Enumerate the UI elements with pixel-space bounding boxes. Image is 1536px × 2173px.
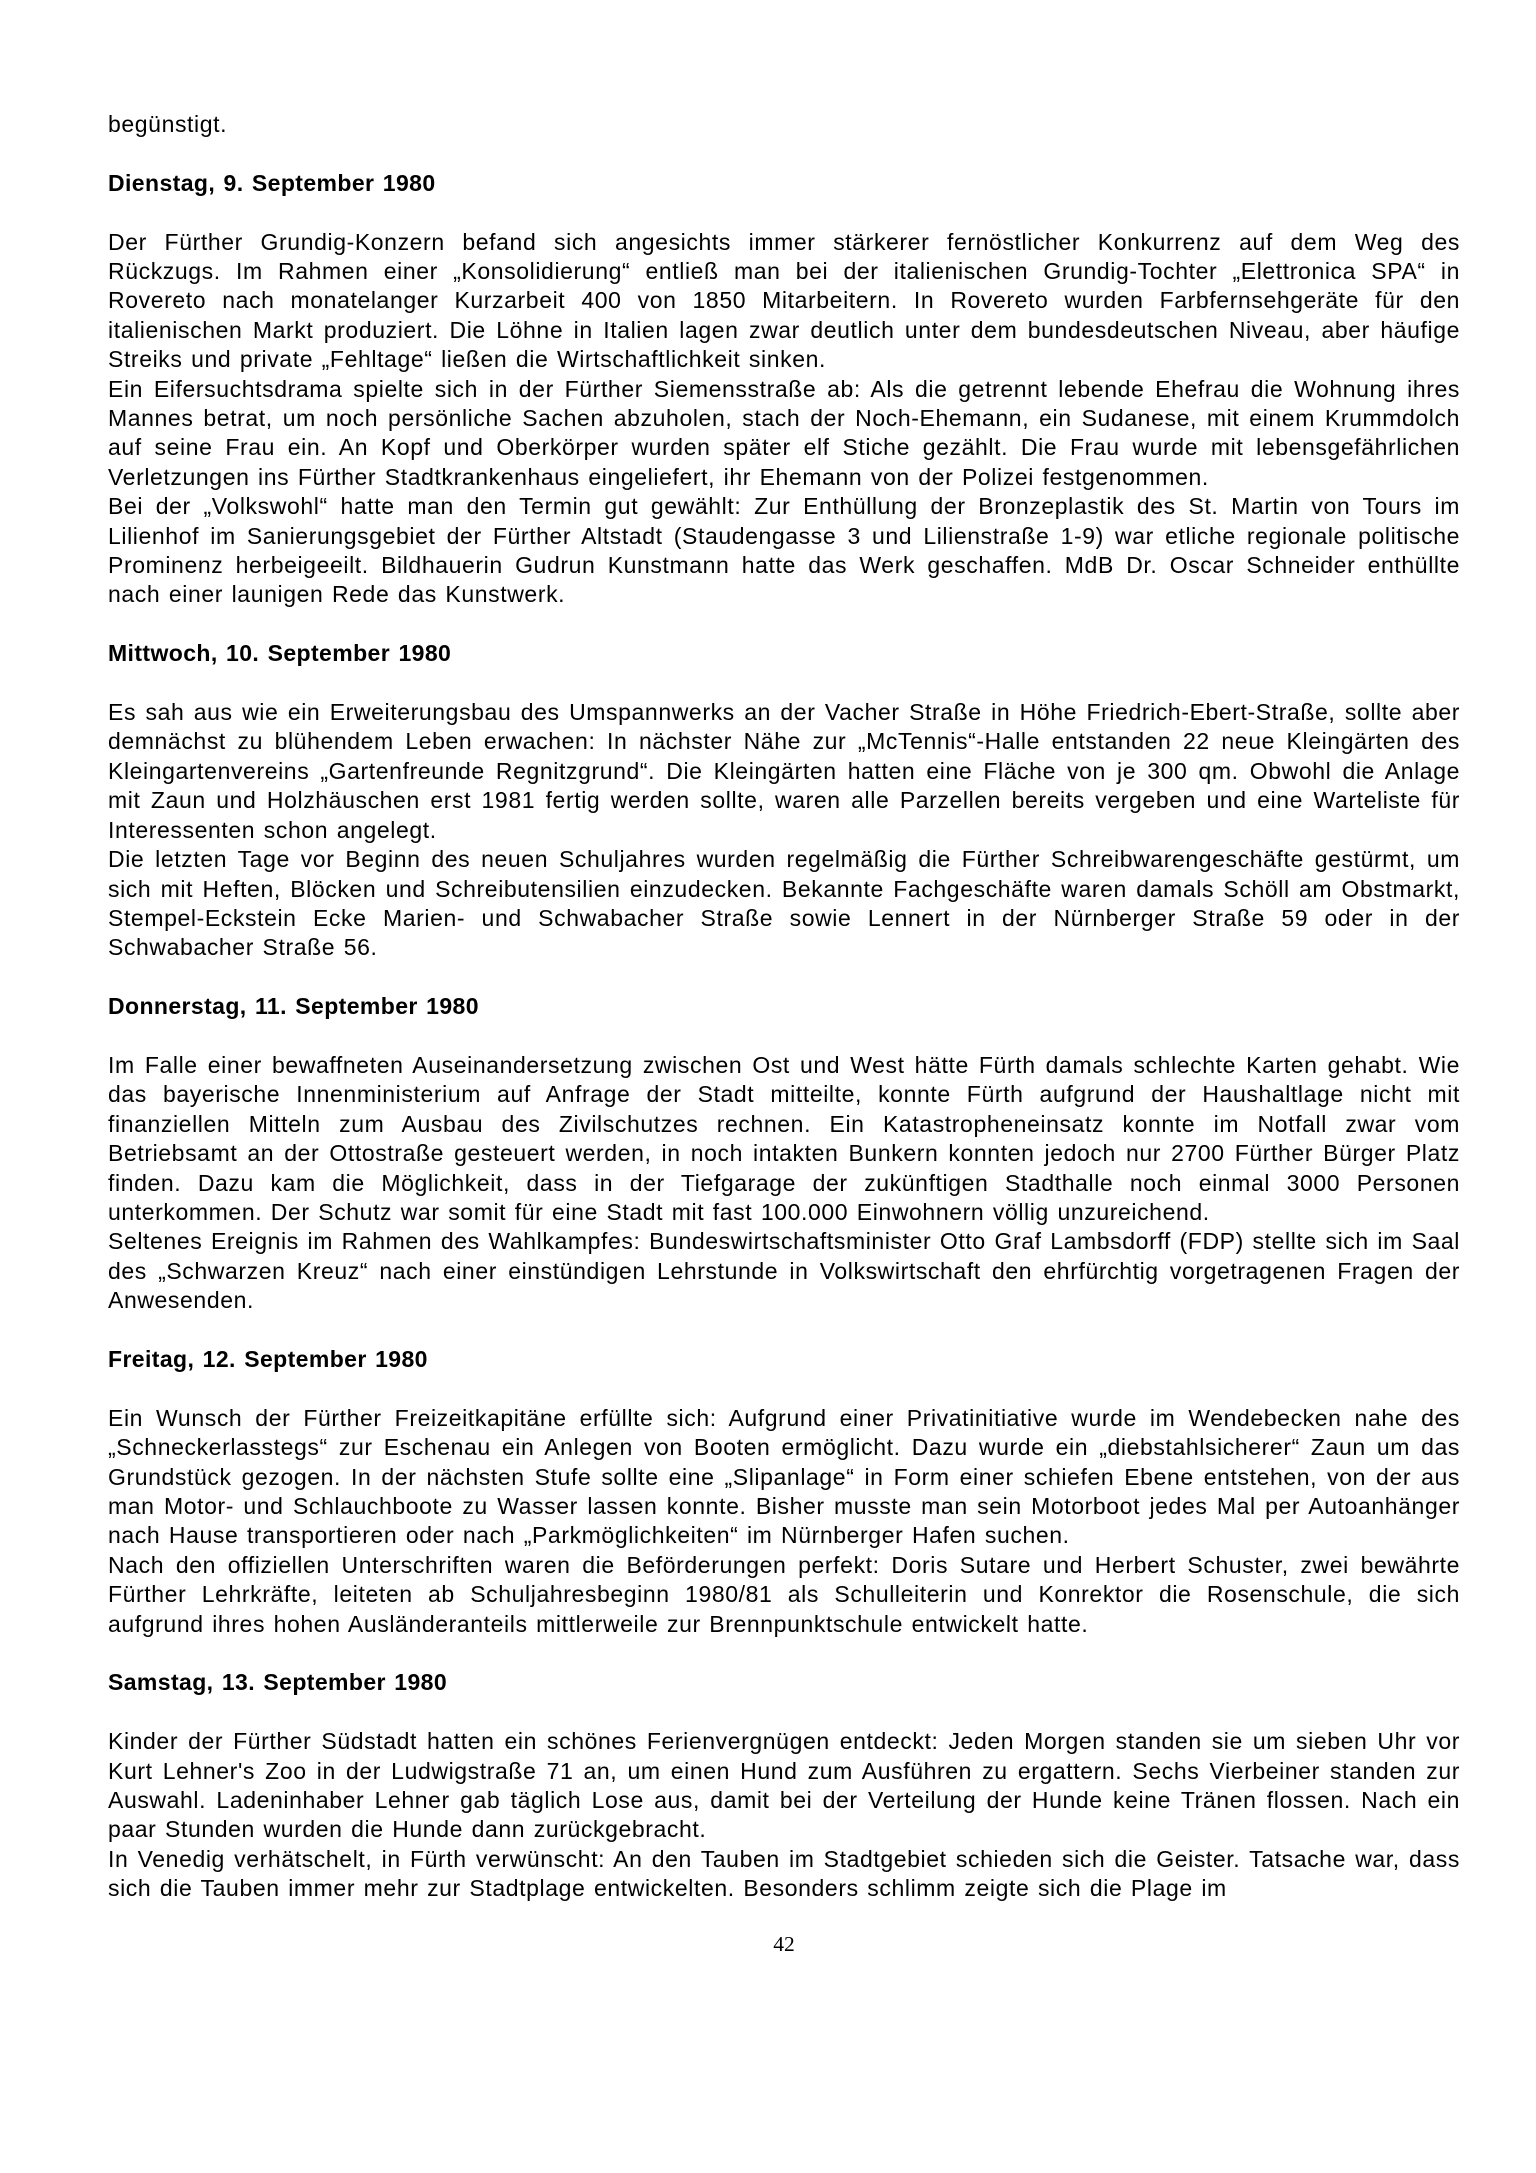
diary-section: [108, 992, 1460, 1315]
body-paragraph: Bei der „Volkswohl“ hatte man den Termin gut gewählt: Zur Enthüllung der Bronzeplastik des St. Martin von Tours im Lilienhof im Sanierungsgebiet der Fürther Altstadt (Staudengasse 3 und Lilienstraße 1-9) war etliche regionale politische Prominenz herbeigeeilt. Bildhauerin Gudrun Kunstmann hatte das Werk geschaffen. MdB Dr. Oscar Schneider enthüllte nach einer launigen Rede das Kunstwerk.: [108, 493, 1460, 608]
body-paragraph: Ein Wunsch der Fürther Freizeitkapitäne erfüllte sich: Aufgrund einer Privatinitiative wurde im Wendebecken nahe des „Schneckerlasstegs“ zur Eschenau ein Anlegen von Booten ermöglicht. Dazu wurde ein „diebstahlsicherer“ Zaun um das Grundstück gezogen. In der nächsten Stufe sollte eine „Slipanlage“ in Form einer schiefen Ebene entstehen, von der aus man Motor- und Schlauchboote zu Wasser lassen konnte. Bisher musste man sein Motorboot jedes Mal per Autoanhänger nach Hause transportieren oder nach „Parkmöglichkeiten“ im Nürnberger Hafen suchen.: [108, 1404, 1460, 1549]
date-heading: Donnerstag, 11. September 1980: [108, 993, 479, 1020]
body-paragraph: Seltenes Ereignis im Rahmen des Wahlkampfes: Bundeswirtschaftsminister Otto Graf Lambsdorff (FDP) stellte sich im Saal des „Schwarzen Kreuz“ nach einer einstündigen Lehrstunde in Volkswirtschaft den ehrfürchtig vorgetragenen Fragen der Anwesenden.: [108, 1228, 1460, 1314]
date-heading: Dienstag, 9. September 1980: [108, 169, 436, 196]
diary-sections: [108, 169, 1460, 1904]
continuation-paragraph: begünstigt.: [108, 111, 228, 137]
body-paragraph: Der Fürther Grundig-Konzern befand sich angesichts immer stärkerer fernöstlicher Konkurrenz auf dem Weg des Rückzugs. Im Rahmen einer „Konsolidierung“ entließ man bei der italienischen Grundig-Tochter „Elettronica SPA“ in Rovereto nach monatelanger Kurzarbeit 400 von 1850 Mitarbeitern. In Rovereto wurden Farbfernsehgeräte für den italienischen Markt produziert. Die Löhne in Italien lagen zwar deutlich unter dem bundesdeutschen Niveau, aber häufige Streiks und private „Fehltage“ ließen die Wirtschaftlichkeit sinken.: [108, 228, 1460, 373]
body-paragraph: Nach den offiziellen Unterschriften waren die Beförderungen perfekt: Doris Sutare und Herbert Schuster, zwei bewährte Fürther Lehrkräfte, leiteten ab Schuljahresbeginn 1980/81 als Schulleiterin und Konrektor die Rosenschule, die sich aufgrund ihres hohen Ausländeranteils mittlerweile zur Brennpunktschule entwickelt hatte.: [108, 1551, 1460, 1637]
body-paragraph: Ein Eifersuchtsdrama spielte sich in der Fürther Siemensstraße ab: Als die getrennt lebende Ehefrau die Wohnung ihres Mannes betrat, um noch persönliche Sachen abzuholen, stach der Noch-Ehemann, ein Sudanese, mit einem Krummdolch auf seine Frau ein. An Kopf und Oberkörper wurden später elf Stiche gezählt. Die Frau wurde mit lebensgefährlichen Verletzungen ins Fürther Stadtkrankenhaus eingeliefert, ihr Ehemann von der Polizei festgenommen.: [108, 375, 1460, 490]
diary-section: [108, 169, 1460, 610]
diary-section: [108, 639, 1460, 962]
body-paragraph: Im Falle einer bewaffneten Auseinandersetzung zwischen Ost und West hätte Fürth damals schlechte Karten gehabt. Wie das bayerische Innenministerium auf Anfrage der Stadt mitteilte, konnte Fürth aufgrund der Haushaltlage nicht mit finanziellen Mitteln zum Ausbau des Zivilschutzes rechnen. Ein Katastropheneinsatz konnte im Notfall zwar vom Betriebsamt an der Ottostraße gesteuert werden, in noch intakten Bunkern konnten jedoch nur 2700 Fürther Bürger Platz finden. Dazu kam die Möglichkeit, dass in der Tiefgarage der zukünftigen Stadthalle noch einmal 3000 Personen unterkommen. Der Schutz war somit für eine Stadt mit fast 100.000 Einwohnern völlig unzureichend.: [108, 1051, 1460, 1225]
page-number: 42: [773, 1931, 795, 1956]
body-paragraph: Es sah aus wie ein Erweiterungsbau des Umspannwerks an der Vacher Straße in Höhe Friedrich-Ebert-Straße, sollte aber demnächst zu blühendem Leben erwachen: In nächster Nähe zur „McTennis“-Halle entstanden 22 neue Kleingärten des Kleingartenvereins „Gartenfreunde Regnitzgrund“. Die Kleingärten hatten eine Fläche von je 300 qm. Obwohl die Anlage mit Zaun und Holzhäuschen erst 1981 fertig werden sollte, waren alle Parzellen bereits vergeben und eine Warteliste für Interessenten schon angelegt.: [108, 699, 1460, 843]
date-heading: Samstag, 13. September 1980: [108, 1669, 448, 1696]
body-paragraph: Die letzten Tage vor Beginn des neuen Schuljahres wurden regelmäßig die Fürther Schreibwarengeschäfte gestürmt, um sich mit Heften, Blöcken und Schreibutensilien einzudecken. Bekannte Fachgeschäfte waren damals Schöll am Obstmarkt, Stempel-Eckstein Ecke Marien- und Schwabacher Straße sowie Lennert in der Nürnberger Straße 59 oder in der Schwabacher Straße 56.: [108, 846, 1460, 961]
diary-section: [108, 1668, 1460, 1903]
date-heading: Mittwoch, 10. September 1980: [108, 640, 452, 667]
body-paragraph: In Venedig verhätschelt, in Fürth verwünscht: An den Tauben im Stadtgebiet schieden sich die Geister. Tatsache war, dass sich die Tauben immer mehr zur Stadtplage entwickelten. Besonders schlimm zeigte sich die Plage im: [108, 1845, 1460, 1902]
body-paragraph: Kinder der Fürther Südstadt hatten ein schönes Ferienvergnügen entdeckt: Jeden Morgen standen sie um sieben Uhr vor Kurt Lehner's Zoo in der Ludwigstraße 71 an, um einen Hund zum Ausführen zu ergattern. Sechs Vierbeiner standen zur Auswahl. Ladeninhaber Lehner gab täglich Lose aus, damit bei der Verteilung der Hunde keine Tränen flossen. Nach ein paar Stunden wurden die Hunde dann zurückgebracht.: [108, 1728, 1460, 1843]
diary-section: [108, 1345, 1460, 1639]
date-heading: Freitag, 12. September 1980: [108, 1345, 428, 1372]
